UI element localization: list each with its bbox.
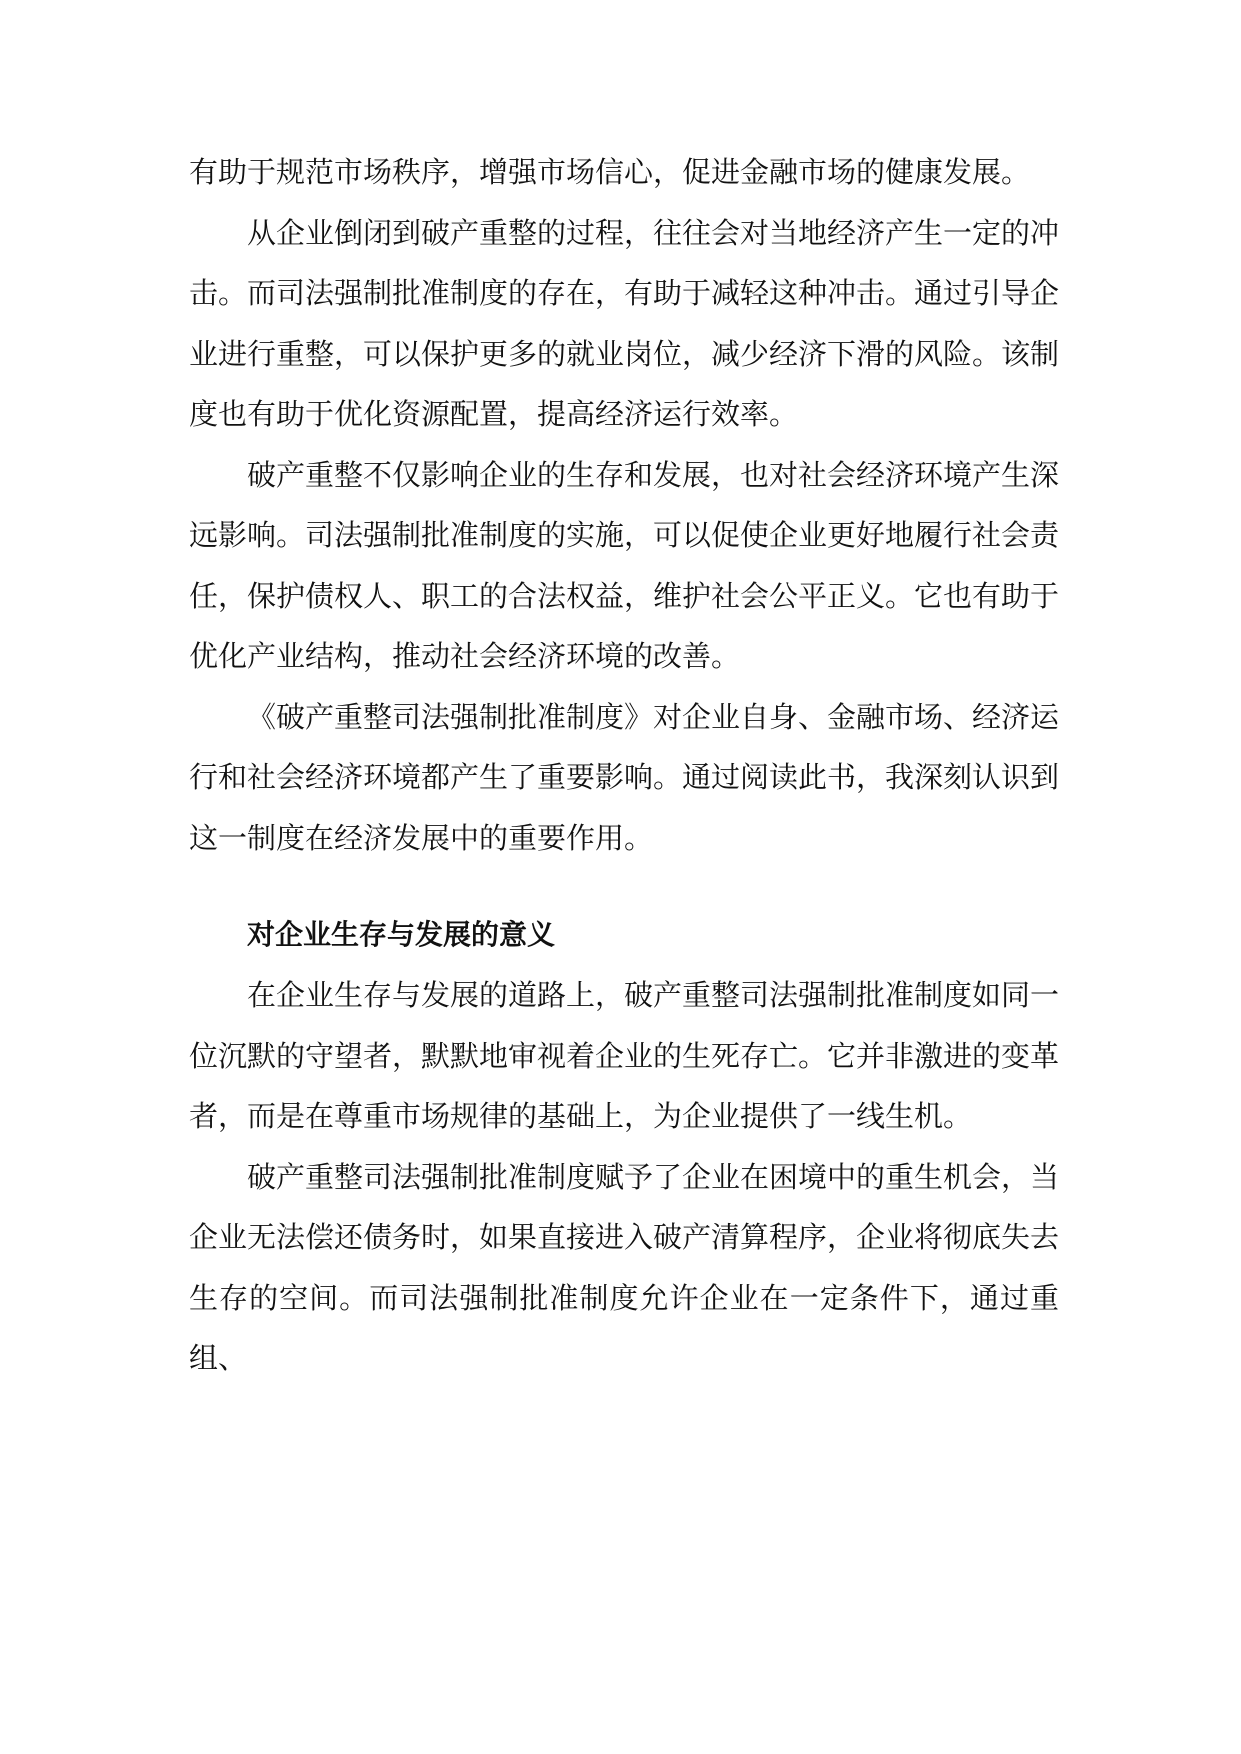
paragraph-guardian: 在企业生存与发展的道路上，破产重整司法强制批准制度如同一位沉默的守望者，默默地审视着企业的生死存亡。它并非激进的变革者，而是在尊重市场规律的基础上，为企业提供了一线生机。 <box>189 978 1060 1133</box>
section-heading: 对企业生存与发展的意义 <box>247 918 556 951</box>
paragraph-social-impact: 破产重整不仅影响企业的生存和发展，也对社会经济环境产生深远影响。司法强制批准制度的实施，可以促使企业更好地履行社会责任，保护债权人、职工的合法权益，维护社会公平正义。它也有助于优化产业结构，推动社会经济环境的改善。 <box>189 457 1060 673</box>
document-body <box>189 142 1059 1389</box>
paragraph-continuation: 有助于规范市场秩序，增强市场信心，促进金融市场的健康发展。 <box>189 155 1031 189</box>
paragraph-economic-impact: 从企业倒闭到破产重整的过程，往往会对当地经济产生一定的冲击。而司法强制批准制度的存在，有助于减轻这种冲击。通过引导企业进行重整，可以保护更多的就业岗位，减少经济下滑的风险。该制度也有助于优化资源配置，提高经济运行效率。 <box>189 215 1060 431</box>
paragraph-summary: 《破产重整司法强制批准制度》对企业自身、金融市场、经济运行和社会经济环境都产生了重要影响。通过阅读此书，我深刻认识到这一制度在经济发展中的重要作用。 <box>189 699 1060 855</box>
paragraph-rebirth: 破产重整司法强制批准制度赋予了企业在困境中的重生机会，当企业无法偿还债务时，如果直接进入破产清算程序，企业将彻底失去生存的空间。而司法强制批准制度允许企业在一定条件下，通过重组、 <box>189 1159 1060 1375</box>
